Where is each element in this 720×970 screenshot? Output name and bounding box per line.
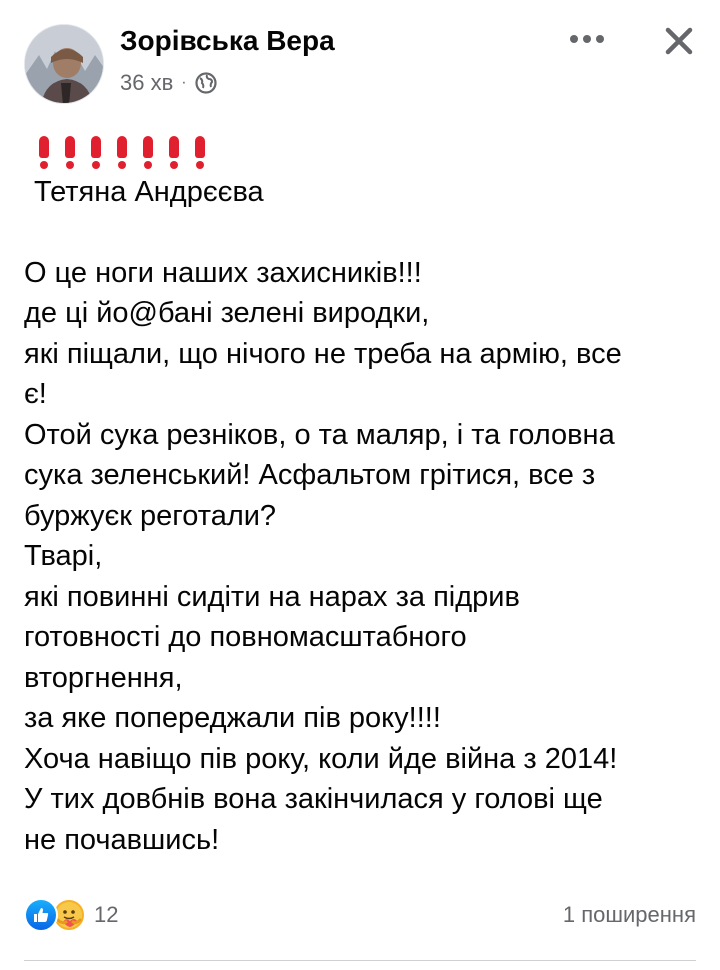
post-line: не почавшись! bbox=[24, 823, 220, 856]
post-line: О це ноги наших захисників!!! bbox=[24, 256, 422, 289]
post-body bbox=[24, 130, 704, 860]
author-name[interactable]: Зорівська Вера bbox=[120, 25, 335, 56]
post-line: У тих довбнів вона закінчилася у голові ще bbox=[24, 783, 603, 815]
post-line: Отой сука резніков, о та маляр, і та головна bbox=[24, 418, 615, 451]
post-time[interactable]: 36 хв bbox=[120, 70, 174, 95]
close-icon bbox=[664, 26, 694, 56]
post-line: є! bbox=[24, 378, 47, 410]
exclamation-icon bbox=[64, 134, 76, 168]
post-footer bbox=[0, 892, 720, 942]
post-line: готовності до повномасштабного bbox=[24, 621, 467, 653]
tagged-person[interactable]: Тетяна Андрєєва bbox=[34, 176, 264, 208]
reaction-count: 12 bbox=[94, 902, 119, 927]
post-line: Хоча навіщо пів року, коли йде війна з 2014! bbox=[24, 742, 618, 775]
post-meta bbox=[120, 68, 217, 98]
avatar-photo bbox=[25, 25, 104, 104]
post-line: Тварі, bbox=[24, 540, 103, 572]
globe-icon bbox=[195, 72, 217, 94]
post-line: буржуєк реготали? bbox=[24, 499, 277, 532]
exclamation-icon bbox=[168, 134, 180, 168]
post-line: за яке попереджали пів року!!!! bbox=[24, 702, 441, 734]
reactions-summary[interactable] bbox=[24, 898, 118, 932]
exclamation-row bbox=[24, 130, 704, 172]
post-line: які піщали, що нічого не треба на армію, все bbox=[24, 337, 622, 370]
more-dots-icon bbox=[569, 34, 605, 44]
footer-divider bbox=[24, 960, 696, 961]
post-line: де ці йо@бані зелені виродки, bbox=[24, 297, 430, 329]
post-header bbox=[0, 0, 720, 110]
exclamation-icon bbox=[90, 134, 102, 168]
exclamation-icon bbox=[116, 134, 128, 168]
exclamation-icon bbox=[142, 134, 154, 168]
close-button[interactable] bbox=[658, 20, 700, 62]
exclamation-icon bbox=[38, 134, 50, 168]
like-icon bbox=[24, 898, 58, 932]
shares-count[interactable]: 1 поширення bbox=[562, 902, 696, 927]
post-line: вторгнення, bbox=[24, 661, 183, 694]
author-avatar[interactable] bbox=[24, 24, 104, 104]
more-options-button[interactable] bbox=[566, 22, 608, 56]
exclamation-icon bbox=[194, 134, 206, 168]
post-line: сука зеленський! Асфальтом грітися, все з bbox=[24, 459, 596, 491]
meta-separator: · bbox=[181, 74, 187, 91]
post-line: які повинні сидіти на нарах за підрив bbox=[24, 580, 520, 613]
